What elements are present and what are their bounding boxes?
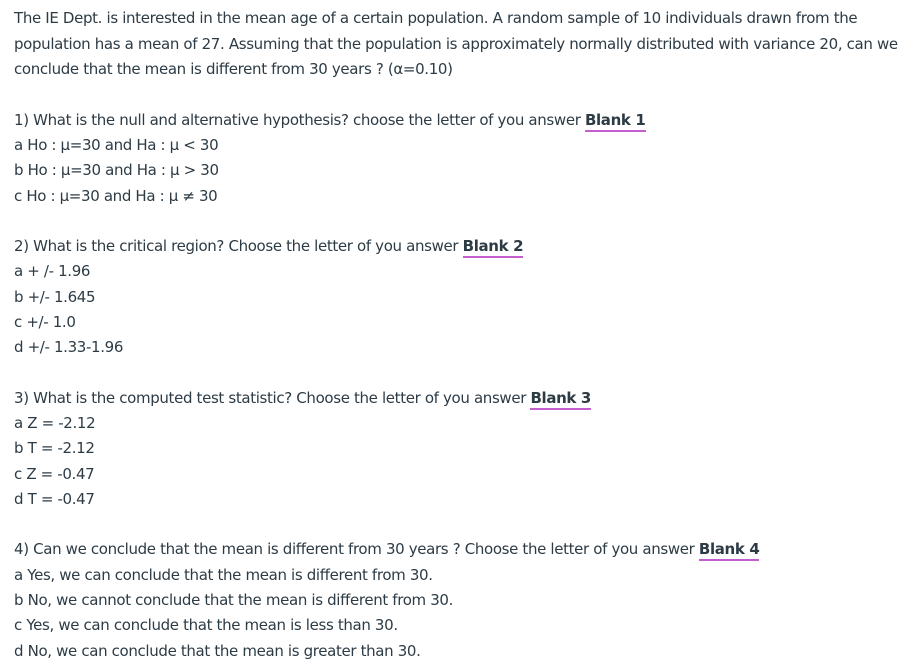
option-d: d T = -0.47 — [14, 489, 95, 508]
option-c: c Z = -0.47 — [14, 464, 95, 483]
question-prompt: 3) What is the computed test statistic? Choose the letter of you answer — [14, 388, 531, 407]
answer-options — [14, 259, 904, 360]
option-b: b Ho : μ=30 and Ha : μ > 30 — [14, 161, 219, 180]
blank-2-dropdown[interactable]: Blank 2 — [463, 237, 524, 258]
option-a: a Ho : μ=30 and Ha : μ < 30 — [14, 136, 219, 154]
option-a: a Z = -2.12 — [14, 414, 96, 433]
blank-3-dropdown[interactable]: Blank 3 — [530, 389, 591, 410]
option-d: d No, we can conclude that the mean is greater than 30. — [14, 641, 421, 660]
answer-options — [14, 411, 904, 512]
blank-1-dropdown[interactable]: Blank 1 — [585, 111, 646, 132]
answer-options — [14, 563, 904, 664]
option-c: c +/- 1.0 — [14, 312, 76, 331]
question-3 — [14, 386, 904, 513]
question-prompt: 4) Can we conclude that the mean is different from 30 years ? Choose the letter of you answer — [14, 540, 699, 559]
option-b: b +/- 1.645 — [14, 287, 96, 306]
option-c: c Ho : μ=30 and Ha : μ ≠ 30 — [14, 186, 218, 205]
answer-options — [14, 133, 904, 209]
option-a: a + /- 1.96 — [14, 262, 91, 281]
option-b: b T = -2.12 — [14, 439, 95, 458]
quiz-content — [14, 6, 904, 664]
option-c: c Yes, we can conclude that the mean is less than 30. — [14, 616, 398, 635]
question-1 — [14, 108, 904, 209]
option-b: b No, we cannot conclude that the mean is different from 30. — [14, 591, 454, 610]
question-text — [14, 108, 904, 134]
question-4 — [14, 537, 904, 664]
question-prompt: 2) What is the critical region? Choose the letter of you answer — [14, 236, 463, 255]
blank-4-dropdown[interactable]: Blank 4 — [699, 540, 760, 561]
problem-statement: The IE Dept. is interested in the mean age of a certain population. A random sample of 10 individuals drawn from the population has a mean of 27. Assuming that the population is approximately normally distributed with variance 20, can we conclude that the mean is different from 30 years ? (α=0.10) — [14, 9, 898, 78]
option-a: a Yes, we can conclude that the mean is different from 30. — [14, 565, 433, 584]
question-text — [14, 537, 904, 563]
option-d: d +/- 1.33-1.96 — [14, 338, 124, 357]
question-prompt: 1) What is the null and alternative hypothesis? choose the letter of you answer — [14, 110, 585, 129]
question-text — [14, 234, 904, 260]
question-text — [14, 386, 904, 412]
question-2 — [14, 234, 904, 361]
